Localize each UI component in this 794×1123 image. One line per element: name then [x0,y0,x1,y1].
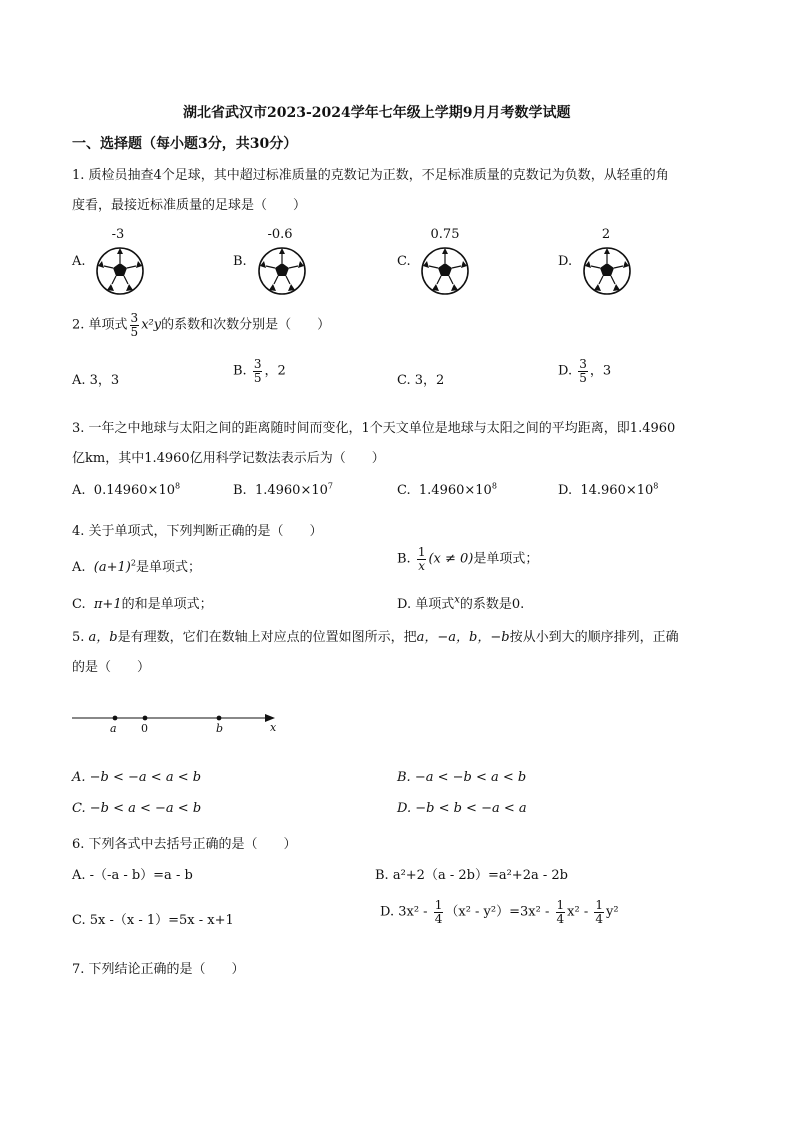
q2-option-b: B. $\frac{3}{5}$ ，2 [233,357,286,385]
q1-option-a-value: -3 [111,227,125,242]
question-1-line-2: 度看，最接近标准质量的足球是（ ） [72,198,307,213]
q4-option-d: D. 单项式$^x$的系数是0. [397,594,525,612]
question-7-stem: 7. 下列结论正确的是（ ） [72,962,245,977]
question-4-stem: 4. 关于单项式，下列判断正确的是（ ） [72,524,323,539]
fraction: $\frac{3}{5}$ [130,311,139,339]
section-heading: 一、选择题（每小题3分，共30分） [72,136,298,152]
q3-option-a: A. $0.14960\times 10^8$ [72,481,181,498]
page-title: 湖北省武汉市2023-2024学年七年级上学期9月月考数学试题 [183,105,571,121]
q6-option-a: A. -（-a - b）=a - b [72,868,193,883]
axis-label-b: b [216,722,224,735]
q5-option-a: A. −b < −a < a < b [72,770,202,785]
axis-label-x: x [270,721,277,734]
q4-option-c: C. π+1的和是单项式； [72,597,213,612]
q5-option-d: D. −b < b < −a < a [397,801,527,816]
q3-option-b: B. $1.4960\times 10^7$ [233,481,333,498]
question-3-line-2: 亿km，其中1.4960亿用科学记数法表示后为（ ） [72,451,385,466]
q1-option-c-value: 0.75 [430,227,460,242]
soccer-ball-icon [95,246,145,296]
q6-option-c: C. 5x -（x - 1）=5x - x+1 [72,913,234,928]
question-3-line-1: 3. 一年之中地球与太阳之间的距离随时间而变化，1个天文单位是地球与太阳之间的平均距离，即1.4960 [72,421,676,436]
q6-option-d: D. 3x² - $\frac{1}{4}$ （x² - y²）=3x² - $\frac{1}{4}$ x² - $\frac{1}{4}$ y² [380,898,619,926]
q3-option-c: C. $1.4960\times 10^8$ [397,481,497,498]
question-6-stem: 6. 下列各式中去括号正确的是（ ） [72,837,297,852]
soccer-ball-icon [420,246,470,296]
q1-option-d-value: 2 [601,227,611,242]
q1-option-d-label: D. [558,254,573,269]
axis-label-a: a [110,722,117,735]
point-a [113,716,118,721]
q6-option-b: B. a²+2（a - 2b）=a²+2a - 2b [375,868,568,883]
q1-option-b-value: -0.6 [267,227,293,242]
q2-option-a: A. 3，3 [72,373,120,388]
point-0 [143,716,148,721]
q1-option-b-label: B. [233,254,247,269]
q2-option-c: C. 3，2 [397,373,445,388]
q1-option-c-label: C. [397,254,411,269]
number-line [70,708,290,742]
point-b [217,716,222,721]
q4-option-a: A. $(a+1)^2$是单项式； [72,558,201,575]
axis-label-0: 0 [141,722,148,735]
q1-option-a-label: A. [72,254,86,269]
question-2-stem: 2. 单项式 $\frac{3}{5}$ x²y的系数和次数分别是（ ） [72,311,331,339]
question-1-line-1: 1. 质检员抽查4个足球，其中超过标准质量的克数记为正数，不足标准质量的克数记为负数，从轻重的角 [72,168,669,183]
question-5-line-2: 的是（ ） [72,660,151,675]
soccer-ball-icon [257,246,307,296]
q5-option-c: C. −b < a < −a < b [72,801,202,816]
q3-option-d: D. $14.960\times 10^8$ [558,481,659,498]
q4-option-b: B. $\frac{1}{x}$ (x ≠ 0)是单项式； [397,545,539,573]
q5-option-b: B. −a < −b < a < b [397,770,527,785]
question-5-line-1: 5. a，b是有理数，它们在数轴上对应点的位置如图所示，把a，−a，b，−b按从小到大的顺序排列，正确 [72,630,679,645]
q2-option-d: D. $\frac{3}{5}$ ，3 [558,357,612,385]
soccer-ball-icon [582,246,632,296]
